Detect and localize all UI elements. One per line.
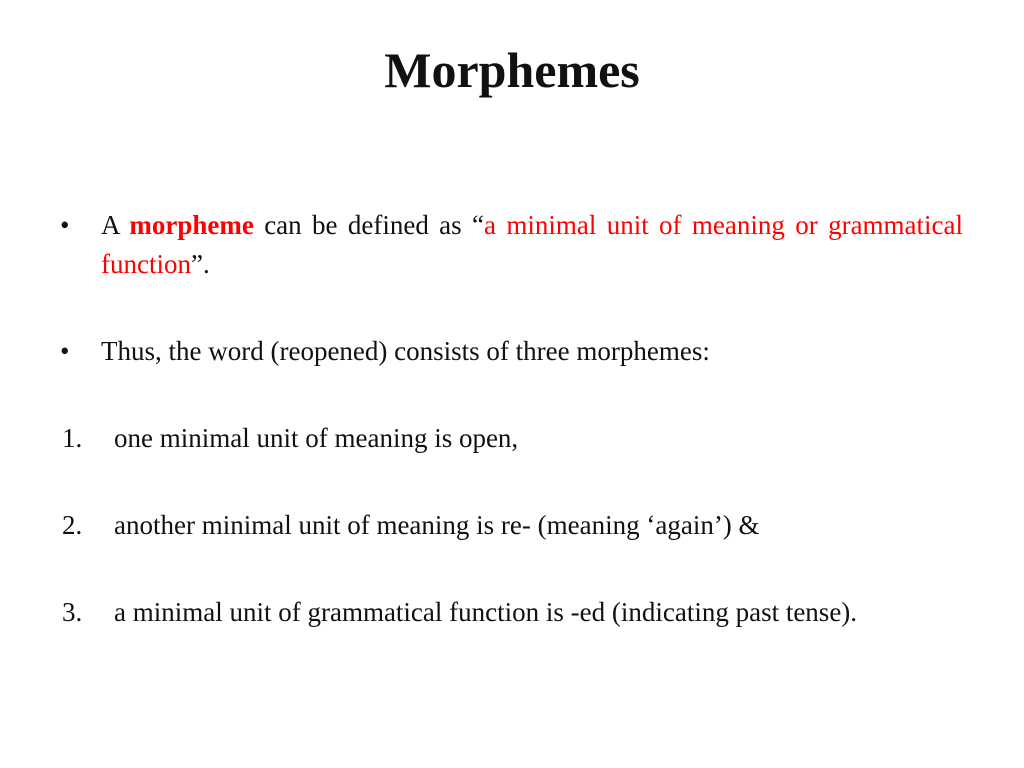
list-item-ed: a minimal unit of grammatical function is -ed (indicating past tense). (114, 597, 858, 627)
list-number: 3. (62, 597, 83, 627)
definition-lead-text: A (101, 210, 130, 240)
bullet-definition (101, 206, 963, 284)
bullet-marker: • (60, 336, 70, 366)
list-number: 1. (62, 423, 83, 453)
term-morpheme: morpheme (129, 210, 254, 240)
bullet-example: Thus, the word (reopened) consists of three morphemes: (101, 336, 710, 366)
list-item-re: another minimal unit of meaning is re- (meaning ‘again’) & (114, 510, 760, 540)
definition-quote: a minimal unit of meaning or grammatical function (101, 210, 964, 279)
definition-end-text: ”. (190, 249, 210, 279)
definition-middle-text: can be defined as “ (253, 210, 485, 240)
slide-title: Morphemes (384, 42, 640, 98)
bullet-marker: • (60, 210, 70, 240)
list-number: 2. (62, 510, 83, 540)
list-item-open: one minimal unit of meaning is open, (114, 423, 519, 453)
